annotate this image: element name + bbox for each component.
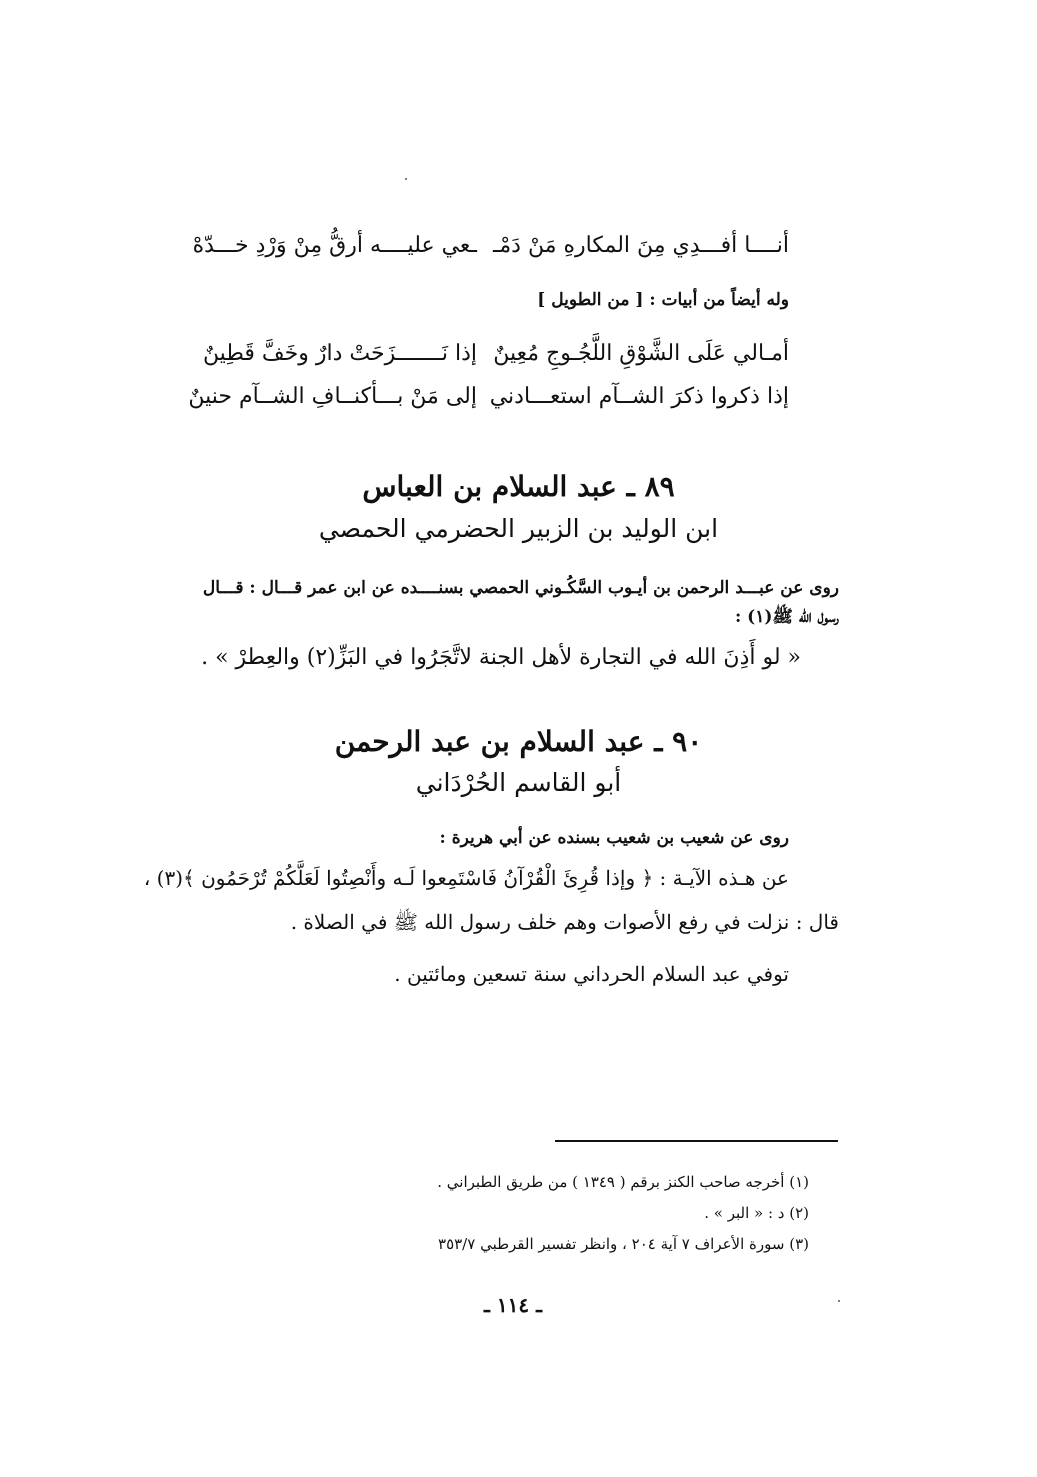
speck-mark (405, 178, 407, 180)
entry-89-narration-line2: رسول الله ﷺ(١) : (734, 607, 839, 627)
hemistich-left: إذا نَـــــــزَحَتْ دارٌ وخَفَّ قَطِينٌ (202, 341, 477, 366)
footnote-2: (٢) د : « البر » . (704, 1204, 809, 1222)
entry-90-heading: ٩٠ ـ عبد السلام بن عبد الرحمن (334, 725, 703, 758)
hemistich-right: إذا ذكروا ذكرَ الشــآم استعـــادني (489, 384, 789, 409)
entry-90-said-line: قال : نزلت في رفع الأصوات وهم خلف رسول الله ﷺ في الصلاة . (290, 910, 839, 934)
poem2-line2 (0, 377, 1037, 417)
entry-90-narration: روى عن شعيب بن شعيب بسنده عن أبي هريرة : (439, 828, 789, 848)
page-number: ـ ١١٤ ـ (484, 1293, 542, 1317)
entry-90-subheading: أبو القاسم الحُرْدَاني (415, 768, 622, 797)
verse-intro: وله أيضاً من أبيات : [ من الطويل ] (537, 290, 789, 310)
footnote-rule (555, 1140, 838, 1142)
poem2-line1 (0, 334, 1037, 374)
entry-89-narration-line1: روى عن عبـــد الرحمن بن أيـوب السَّكُـوني الحمصي بسنــــده عن ابن عمر قـــال : قـــال (202, 578, 839, 598)
entry-90-death-note: توفي عبد السلام الحرداني سنة تسعين ومائتين . (394, 962, 789, 986)
footnote-1: (١) أخرجه صاحب الكنز برقم ( ١٣٤٩ ) من طريق الطبراني . (437, 1173, 809, 1191)
hemistich-right: أنــــا أفـــدِي مِنَ المكارهِ مَنْ دَمْـ (492, 233, 789, 258)
footnote-3: (٣) سورة الأعراف ٧ آية ٢٠٤ ، وانظر تفسير القرطبي ٣٥٣/٧ (438, 1235, 809, 1253)
hemistich-right: أمـالي عَلَى الشَّوْقِ اللَّجُـوجِ مُعِينٌ (493, 341, 789, 366)
entry-89-heading: ٨٩ ـ عبد السلام بن العباس (362, 470, 675, 503)
poem1-line1 (0, 226, 1037, 266)
entry-89-hadith: « لو أَذِنَ الله في التجارة لأهل الجنة لاتَّجَرُوا في البَزِّ(٢) والعِطرْ » . (201, 645, 801, 670)
hemistich-left: إلى مَنْ بـــأكنــافِ الشــآم حنينٌ (188, 384, 477, 409)
speck-mark (838, 1300, 840, 1302)
entry-90-verse-line: عن هـذه الآيـة : ﴿ وإذا قُرِئَ الْقُرْآنُ فَاسْتَمِعوا لَـه وأَنْصِتُوا لَعَلَّكُمْ تُرْحَمُون ﴾(٣) ، (143, 866, 789, 890)
hemistich-left: ـعي عليــــه أرقُّ مِنْ وَرْدِ خـــدّهْ (192, 233, 477, 258)
entry-89-subheading: ابن الوليد بن الزبير الحضرمي الحمصي (318, 514, 719, 543)
